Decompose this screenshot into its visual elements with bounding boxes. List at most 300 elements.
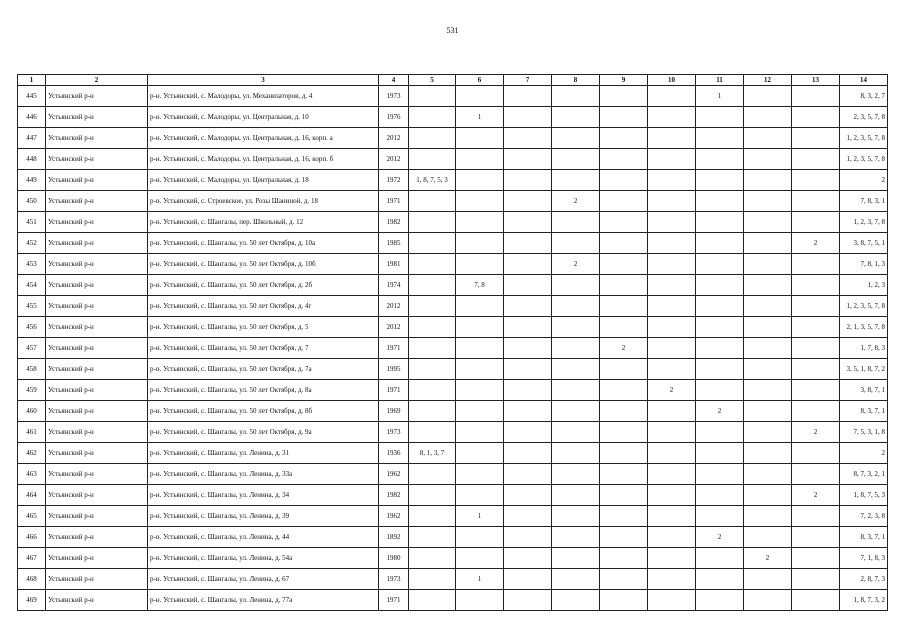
cell-col-6 (456, 338, 504, 359)
column-header-14: 14 (840, 75, 888, 86)
table-row (18, 338, 888, 359)
cell-col-10 (648, 233, 696, 254)
cell-col-12 (744, 527, 792, 548)
cell-col-13 (792, 590, 840, 611)
cell-address: р-н. Устьянский, с. Строевское, ул. Розы Шаниной, д. 18 (148, 191, 379, 212)
cell-col-13 (792, 548, 840, 569)
cell-col-12 (744, 191, 792, 212)
cell-address: р-н. Устьянский, с. Шангалы, ул. 50 лет Октября, д. 7а (148, 359, 379, 380)
column-header-13: 13 (792, 75, 840, 86)
table-row (18, 359, 888, 380)
cell-col-5 (409, 485, 456, 506)
cell-col-12 (744, 401, 792, 422)
cell-col-7 (504, 338, 552, 359)
cell-col-14: 3, 8, 7, 5, 1 (840, 233, 888, 254)
cell-row-number: 466 (18, 527, 46, 548)
table-row (18, 590, 888, 611)
cell-address: р-н. Устьянский, с. Малодоры, ул. Центральная, д. 16, корп. а (148, 128, 379, 149)
cell-col-12 (744, 149, 792, 170)
cell-col-12 (744, 422, 792, 443)
cell-row-number: 462 (18, 443, 46, 464)
cell-col-13 (792, 170, 840, 191)
cell-col-13 (792, 464, 840, 485)
cell-row-number: 464 (18, 485, 46, 506)
cell-col-5 (409, 380, 456, 401)
cell-col-14: 2, 1, 3, 5, 7, 8 (840, 317, 888, 338)
cell-col-5 (409, 233, 456, 254)
cell-col-14: 8, 7, 3, 2, 1 (840, 464, 888, 485)
column-header-5: 5 (409, 75, 456, 86)
cell-col-13 (792, 527, 840, 548)
cell-col-10 (648, 86, 696, 107)
cell-district: Устьянский р-н (46, 485, 148, 506)
cell-district: Устьянский р-н (46, 569, 148, 590)
cell-address: р-н. Устьянский, с. Шангалы, ул. 50 лет Октября, д. 8а (148, 380, 379, 401)
cell-col-9 (600, 548, 648, 569)
cell-col-8 (552, 149, 600, 170)
table-row (18, 506, 888, 527)
cell-col-9 (600, 128, 648, 149)
cell-col-10 (648, 590, 696, 611)
cell-col-7 (504, 506, 552, 527)
table-row (18, 464, 888, 485)
cell-col-12 (744, 275, 792, 296)
cell-col-9 (600, 590, 648, 611)
cell-build-year: 1980 (379, 548, 409, 569)
column-header-12: 12 (744, 75, 792, 86)
cell-col-10 (648, 191, 696, 212)
cell-district: Устьянский р-н (46, 191, 148, 212)
cell-col-10 (648, 359, 696, 380)
cell-district: Устьянский р-н (46, 233, 148, 254)
cell-col-8 (552, 359, 600, 380)
cell-col-12 (744, 569, 792, 590)
cell-district: Устьянский р-н (46, 170, 148, 191)
cell-col-14: 8, 3, 7, 1 (840, 401, 888, 422)
cell-build-year: 1892 (379, 527, 409, 548)
cell-col-11 (696, 170, 744, 191)
table-row (18, 86, 888, 107)
cell-col-14: 1, 2, 3, 5, 7, 8 (840, 128, 888, 149)
cell-col-11 (696, 464, 744, 485)
table-row (18, 254, 888, 275)
table-row (18, 401, 888, 422)
cell-col-9 (600, 254, 648, 275)
cell-col-14: 2 (840, 170, 888, 191)
cell-row-number: 458 (18, 359, 46, 380)
cell-col-6 (456, 422, 504, 443)
cell-col-12 (744, 443, 792, 464)
cell-row-number: 453 (18, 254, 46, 275)
cell-district: Устьянский р-н (46, 296, 148, 317)
page-number: 531 (446, 26, 459, 35)
cell-col-13: 2 (792, 422, 840, 443)
cell-col-6 (456, 212, 504, 233)
cell-col-12 (744, 590, 792, 611)
cell-col-8 (552, 569, 600, 590)
cell-col-5 (409, 191, 456, 212)
cell-build-year: 2012 (379, 296, 409, 317)
cell-district: Устьянский р-н (46, 275, 148, 296)
cell-col-14: 1, 2, 3 (840, 275, 888, 296)
cell-address: р-н. Устьянский, с. Шангалы, ул. 50 лет Октября, д. 10б (148, 254, 379, 275)
cell-district: Устьянский р-н (46, 254, 148, 275)
cell-build-year: 2012 (379, 317, 409, 338)
cell-col-13 (792, 569, 840, 590)
cell-col-13: 2 (792, 485, 840, 506)
column-header-9: 9 (600, 75, 648, 86)
cell-address: р-н. Устьянский, с. Шангалы, ул. Ленина, д. 31 (148, 443, 379, 464)
cell-col-5 (409, 527, 456, 548)
cell-district: Устьянский р-н (46, 149, 148, 170)
cell-col-13 (792, 107, 840, 128)
table-row (18, 233, 888, 254)
cell-col-10 (648, 401, 696, 422)
cell-col-9 (600, 359, 648, 380)
cell-address: р-н. Устьянский, с. Шангалы, ул. Ленина, д. 77а (148, 590, 379, 611)
cell-col-10 (648, 569, 696, 590)
cell-col-7 (504, 296, 552, 317)
cell-col-8: 2 (552, 191, 600, 212)
column-header-7: 7 (504, 75, 552, 86)
cell-col-14: 8, 3, 2, 7 (840, 86, 888, 107)
cell-address: р-н. Устьянский, с. Малодоры, ул. Центральная, д. 10 (148, 107, 379, 128)
cell-col-6 (456, 317, 504, 338)
cell-col-8 (552, 212, 600, 233)
cell-col-5 (409, 212, 456, 233)
cell-col-12 (744, 464, 792, 485)
cell-col-11: 1 (696, 86, 744, 107)
cell-address: р-н. Устьянский, с. Шангалы, ул. 50 лет Октября, д. 7 (148, 338, 379, 359)
cell-col-5 (409, 149, 456, 170)
cell-col-10 (648, 338, 696, 359)
housing-register-table (17, 74, 888, 611)
cell-col-11 (696, 233, 744, 254)
cell-district: Устьянский р-н (46, 527, 148, 548)
cell-district: Устьянский р-н (46, 359, 148, 380)
cell-col-8: 2 (552, 254, 600, 275)
cell-col-9 (600, 275, 648, 296)
cell-col-8 (552, 107, 600, 128)
cell-col-5: 1, 8, 7, 5, 3 (409, 170, 456, 191)
cell-address: р-н. Устьянский, с. Шангалы, ул. 50 лет Октября, д. 2б (148, 275, 379, 296)
table-row (18, 527, 888, 548)
cell-col-13 (792, 254, 840, 275)
cell-row-number: 448 (18, 149, 46, 170)
cell-col-10 (648, 149, 696, 170)
cell-col-10 (648, 548, 696, 569)
cell-col-7 (504, 548, 552, 569)
cell-address: р-н. Устьянский, с. Шангалы, ул. 50 лет Октября, д. 5 (148, 317, 379, 338)
cell-col-6 (456, 191, 504, 212)
cell-district: Устьянский р-н (46, 506, 148, 527)
cell-col-8 (552, 485, 600, 506)
cell-col-12 (744, 317, 792, 338)
cell-row-number: 469 (18, 590, 46, 611)
table-row (18, 443, 888, 464)
cell-col-5 (409, 464, 456, 485)
cell-col-8 (552, 128, 600, 149)
cell-col-14: 1, 2, 3, 5, 7, 8 (840, 149, 888, 170)
cell-col-10 (648, 212, 696, 233)
cell-col-11 (696, 548, 744, 569)
cell-district: Устьянский р-н (46, 380, 148, 401)
cell-build-year: 1981 (379, 254, 409, 275)
cell-col-8 (552, 401, 600, 422)
cell-col-9 (600, 527, 648, 548)
cell-col-9 (600, 233, 648, 254)
column-header-6: 6 (456, 75, 504, 86)
cell-col-10 (648, 527, 696, 548)
cell-col-8 (552, 590, 600, 611)
column-header-4: 4 (379, 75, 409, 86)
cell-col-14: 7, 1, 8, 3 (840, 548, 888, 569)
table-row (18, 128, 888, 149)
cell-col-6 (456, 296, 504, 317)
cell-col-8 (552, 296, 600, 317)
cell-col-12 (744, 296, 792, 317)
cell-col-8 (552, 506, 600, 527)
cell-col-11 (696, 212, 744, 233)
cell-col-12 (744, 338, 792, 359)
cell-build-year: 1973 (379, 422, 409, 443)
cell-col-8 (552, 338, 600, 359)
cell-col-7 (504, 275, 552, 296)
cell-col-12 (744, 212, 792, 233)
column-header-1: 1 (18, 75, 46, 86)
cell-district: Устьянский р-н (46, 464, 148, 485)
cell-col-5 (409, 548, 456, 569)
table-row (18, 296, 888, 317)
table-row (18, 548, 888, 569)
cell-col-9 (600, 212, 648, 233)
table-row (18, 191, 888, 212)
cell-col-14: 8, 3, 7, 1 (840, 527, 888, 548)
cell-col-5 (409, 275, 456, 296)
cell-col-5 (409, 254, 456, 275)
cell-district: Устьянский р-н (46, 107, 148, 128)
cell-col-6 (456, 128, 504, 149)
cell-col-9 (600, 422, 648, 443)
cell-col-11 (696, 380, 744, 401)
cell-col-6 (456, 233, 504, 254)
table-row (18, 317, 888, 338)
cell-col-11 (696, 254, 744, 275)
cell-col-5 (409, 128, 456, 149)
cell-col-13 (792, 338, 840, 359)
cell-col-11 (696, 317, 744, 338)
table-body (18, 86, 888, 611)
cell-address: р-н. Устьянский, с. Шангалы, ул. 50 лет Октября, д. 10а (148, 233, 379, 254)
cell-row-number: 454 (18, 275, 46, 296)
cell-address: р-н. Устьянский, с. Малодоры, ул. Центральная, д. 18 (148, 170, 379, 191)
cell-col-10 (648, 485, 696, 506)
cell-col-10 (648, 128, 696, 149)
cell-col-6: 1 (456, 107, 504, 128)
cell-col-11 (696, 359, 744, 380)
cell-col-7 (504, 254, 552, 275)
cell-col-12 (744, 380, 792, 401)
cell-col-6 (456, 401, 504, 422)
cell-col-5 (409, 359, 456, 380)
cell-col-13: 2 (792, 233, 840, 254)
cell-col-11 (696, 590, 744, 611)
cell-address: р-н. Устьянский, с. Малодоры, ул. Механизаторов, д. 4 (148, 86, 379, 107)
column-header-11: 11 (696, 75, 744, 86)
cell-col-8 (552, 380, 600, 401)
cell-col-10: 2 (648, 380, 696, 401)
cell-row-number: 463 (18, 464, 46, 485)
cell-address: р-н. Устьянский, с. Шангалы, ул. Ленина, д. 34 (148, 485, 379, 506)
cell-row-number: 456 (18, 317, 46, 338)
cell-col-5 (409, 422, 456, 443)
cell-row-number: 457 (18, 338, 46, 359)
cell-col-7 (504, 590, 552, 611)
cell-col-7 (504, 422, 552, 443)
cell-row-number: 446 (18, 107, 46, 128)
cell-col-10 (648, 170, 696, 191)
cell-address: р-н. Устьянский, с. Шангалы, ул. Ленина, д. 67 (148, 569, 379, 590)
cell-col-10 (648, 254, 696, 275)
cell-col-12: 2 (744, 548, 792, 569)
cell-build-year: 1973 (379, 86, 409, 107)
cell-col-6 (456, 464, 504, 485)
cell-col-6 (456, 86, 504, 107)
cell-col-13 (792, 212, 840, 233)
cell-col-6 (456, 548, 504, 569)
cell-col-9 (600, 380, 648, 401)
cell-col-5 (409, 296, 456, 317)
cell-col-12 (744, 485, 792, 506)
cell-col-7 (504, 170, 552, 191)
cell-col-7 (504, 443, 552, 464)
column-header-2: 2 (46, 75, 148, 86)
cell-build-year: 1971 (379, 191, 409, 212)
cell-col-9 (600, 296, 648, 317)
cell-col-10 (648, 317, 696, 338)
cell-col-9 (600, 569, 648, 590)
cell-row-number: 459 (18, 380, 46, 401)
cell-col-14: 1, 7, 8, 3 (840, 338, 888, 359)
table-row (18, 569, 888, 590)
cell-col-10 (648, 443, 696, 464)
cell-col-14: 1, 2, 3, 5, 7, 8 (840, 296, 888, 317)
cell-col-11 (696, 443, 744, 464)
cell-col-9 (600, 107, 648, 128)
cell-build-year: 1976 (379, 107, 409, 128)
cell-col-12 (744, 170, 792, 191)
cell-row-number: 467 (18, 548, 46, 569)
cell-col-10 (648, 422, 696, 443)
cell-col-6 (456, 380, 504, 401)
cell-col-7 (504, 527, 552, 548)
cell-col-14: 1, 2, 3, 7, 8 (840, 212, 888, 233)
cell-col-12 (744, 128, 792, 149)
cell-col-8 (552, 443, 600, 464)
cell-col-5 (409, 317, 456, 338)
cell-row-number: 452 (18, 233, 46, 254)
cell-col-11 (696, 506, 744, 527)
table-row (18, 107, 888, 128)
cell-col-9 (600, 464, 648, 485)
cell-address: р-н. Устьянский, с. Шангалы, ул. Ленина, д. 39 (148, 506, 379, 527)
cell-build-year: 2012 (379, 149, 409, 170)
cell-col-6: 1 (456, 506, 504, 527)
cell-district: Устьянский р-н (46, 548, 148, 569)
cell-col-14: 1, 8, 7, 3, 2 (840, 590, 888, 611)
cell-col-13 (792, 317, 840, 338)
cell-col-9 (600, 149, 648, 170)
cell-col-8 (552, 233, 600, 254)
cell-col-10 (648, 506, 696, 527)
cell-col-13 (792, 86, 840, 107)
cell-col-5 (409, 401, 456, 422)
table-row (18, 170, 888, 191)
cell-col-7 (504, 464, 552, 485)
cell-col-9 (600, 191, 648, 212)
cell-build-year: 1969 (379, 401, 409, 422)
table-row (18, 149, 888, 170)
cell-address: р-н. Устьянский, с. Шангалы, ул. 50 лет Октября, д. 8б (148, 401, 379, 422)
cell-col-6 (456, 359, 504, 380)
cell-col-5 (409, 506, 456, 527)
cell-col-11 (696, 338, 744, 359)
cell-col-13 (792, 401, 840, 422)
cell-build-year: 1962 (379, 506, 409, 527)
cell-col-6 (456, 485, 504, 506)
cell-col-7 (504, 380, 552, 401)
cell-row-number: 465 (18, 506, 46, 527)
table-row (18, 485, 888, 506)
cell-address: р-н. Устьянский, с. Шангалы, ул. 50 лет Октября, д. 9а (148, 422, 379, 443)
cell-address: р-н. Устьянский, с. Шангалы, ул. 50 лет Октября, д. 4г (148, 296, 379, 317)
cell-row-number: 445 (18, 86, 46, 107)
cell-col-14: 2 (840, 443, 888, 464)
cell-col-7 (504, 191, 552, 212)
cell-col-14: 7, 8, 1, 3 (840, 254, 888, 275)
cell-row-number: 450 (18, 191, 46, 212)
cell-district: Устьянский р-н (46, 338, 148, 359)
cell-col-11 (696, 191, 744, 212)
cell-build-year: 1972 (379, 170, 409, 191)
cell-col-12 (744, 359, 792, 380)
cell-col-11 (696, 569, 744, 590)
cell-col-12 (744, 86, 792, 107)
cell-col-8 (552, 422, 600, 443)
cell-build-year: 1982 (379, 485, 409, 506)
cell-build-year: 2012 (379, 128, 409, 149)
cell-build-year: 1971 (379, 590, 409, 611)
cell-col-13 (792, 149, 840, 170)
cell-col-14: 3, 5, 1, 8, 7, 2 (840, 359, 888, 380)
header-row (18, 75, 888, 86)
cell-col-7 (504, 86, 552, 107)
cell-col-11 (696, 107, 744, 128)
cell-col-14: 7, 5, 3, 1, 8 (840, 422, 888, 443)
cell-col-9 (600, 485, 648, 506)
cell-col-8 (552, 527, 600, 548)
cell-col-6 (456, 254, 504, 275)
cell-build-year: 1962 (379, 464, 409, 485)
cell-col-10 (648, 107, 696, 128)
cell-district: Устьянский р-н (46, 422, 148, 443)
cell-col-7 (504, 107, 552, 128)
cell-col-6 (456, 590, 504, 611)
cell-row-number: 447 (18, 128, 46, 149)
cell-build-year: 1985 (379, 233, 409, 254)
cell-address: р-н. Устьянский, с. Шангалы, ул. Ленина, д. 44 (148, 527, 379, 548)
cell-build-year: 1973 (379, 569, 409, 590)
